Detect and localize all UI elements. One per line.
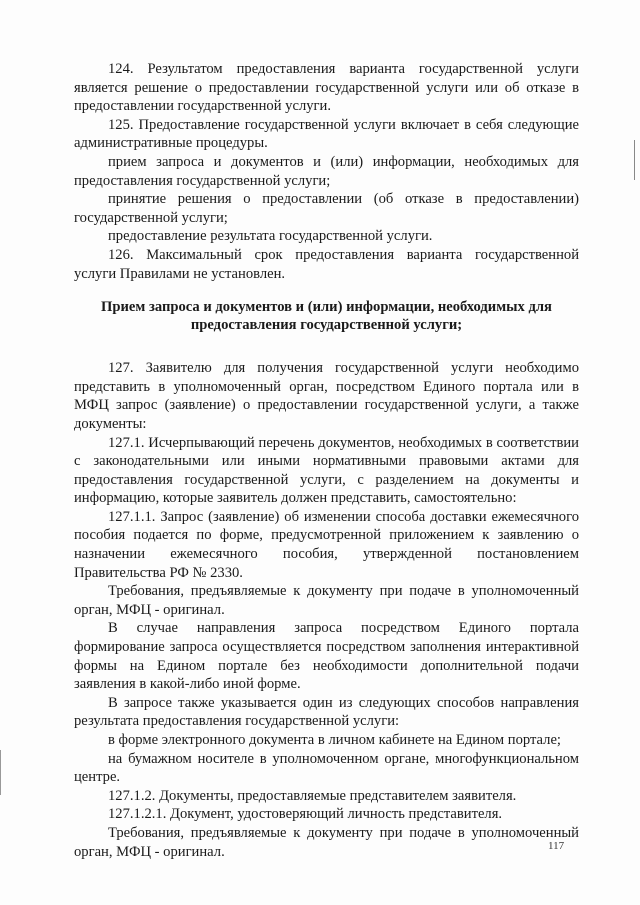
- paragraph-127-1: 127.1. Исчерпывающий перечень документов, необходимых в соответствии с законодательными или иными нормативными правовыми актами для предоставления государственной услуги, с разделением на документы и информацию, которые заявитель должен представить, самостоятельно:: [74, 434, 579, 507]
- scan-edge-mark: [0, 750, 1, 795]
- page-number: 117: [548, 840, 565, 852]
- paragraph-127-1-2: 127.1.2. Документы, предоставляемые представителем заявителя.: [108, 787, 517, 804]
- scan-edge-mark: [634, 140, 635, 180]
- paragraph-127-1-2-1: 127.1.2.1. Документ, удостоверяющий личность представителя.: [108, 806, 503, 823]
- procedure-item: предоставление результата государственной услуги.: [108, 228, 433, 245]
- paragraph-126: 126. Максимальный срок предоставления варианта государственной услуги Правилами не установлен.: [74, 246, 579, 282]
- portal-submission-note: В случае направления запроса посредством Единого портала формирование запроса осуществляется посредством заполнения интерактивной формы на Едином портале без необходимости дополнительной подачи заявления в какой-либо иной форме.: [74, 620, 579, 693]
- document-requirement: Требования, предъявляемые к документу при подаче в уполномоченный орган, МФЦ - оригинал.: [74, 583, 579, 618]
- document-body: [74, 60, 579, 861]
- section-heading: Прием запроса и документов и (или) информации, необходимых для предоставления государственной услуги;: [101, 299, 552, 334]
- procedure-item: принятие решения о предоставлении (об отказе в предоставлении) государственной услуги;: [74, 191, 579, 226]
- procedure-item: прием запроса и документов и (или) информации, необходимых для предоставления государственной услуги;: [74, 153, 579, 189]
- result-delivery-intro: В запросе также указывается один из следующих способов направления результата предоставления государственной услуги:: [74, 694, 579, 730]
- paragraph-124: 124. Результатом предоставления варианта государственной услуги является решение о предоставлении государственной услуги или об отказе в предоставлении государственной услуги.: [74, 61, 579, 115]
- paragraph-127-1-1: 127.1.1. Запрос (заявление) об изменении способа доставки ежемесячного пособия подается по форме, предусмотренной приложением к заявлению о назначении ежемесячного пособия, утвержденной постановлением Правительства РФ № 2330.: [74, 508, 579, 581]
- delivery-option: в форме электронного документа в личном кабинете на Едином портале;: [108, 732, 561, 748]
- delivery-option: на бумажном носителе в уполномоченном органе, многофункциональном центре.: [74, 750, 579, 786]
- document-requirement: Требования, предъявляемые к документу при подаче в уполномоченный орган, МФЦ - оригинал.: [74, 824, 579, 860]
- paragraph-125: 125. Предоставление государственной услуги включает в себя следующие административные процедуры.: [74, 116, 579, 152]
- paragraph-127: 127. Заявителю для получения государственной услуги необходимо представить в уполномоченный орган, посредством Единого портала или в МФЦ запрос (заявление) о предоставлении государственной услуги, а также документы:: [74, 360, 579, 432]
